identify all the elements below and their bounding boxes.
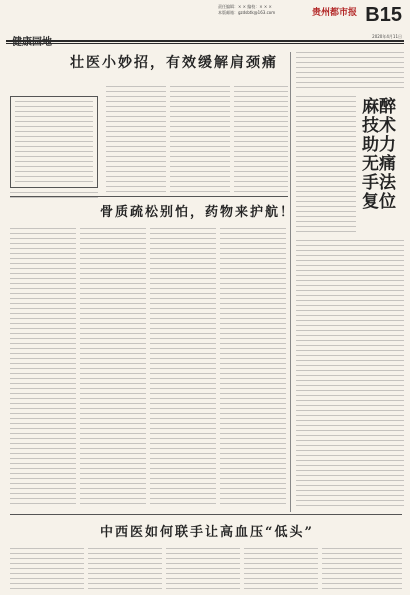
article-1-col-2 [106, 86, 166, 194]
publication-name: 贵州都市报 [312, 8, 358, 18]
issue-date: 2020年4月11日 [372, 34, 402, 39]
section-rule [10, 196, 288, 197]
editor-note-box [10, 96, 98, 188]
article-title-4: 麻醉技术助力无痛手法复位 [362, 97, 396, 212]
intro-block [296, 52, 404, 90]
section-rule-2 [10, 514, 402, 515]
right-col-text-1 [296, 96, 356, 236]
right-col-text-2 [296, 240, 404, 510]
article-3-col-3 [166, 548, 240, 590]
header-rule [6, 40, 404, 42]
article-3-col-1 [10, 548, 84, 590]
article-3-col-4 [244, 548, 318, 590]
article-title-1: 壮医小妙招，有效缓解肩颈痛 [70, 55, 278, 71]
page-number: B15 [365, 4, 402, 26]
article-3-col-2 [88, 548, 162, 590]
article-title-2: 骨质疏松别怕，药物来护航！ [100, 205, 296, 220]
article-2-col-3 [150, 228, 216, 508]
header-info [218, 4, 308, 16]
email-line: 本版邮箱：gzdsbtk@163.com [218, 10, 276, 15]
article-2-col-2 [80, 228, 146, 508]
article-3-col-5 [322, 548, 402, 590]
column-divider [290, 52, 291, 512]
article-2-col-1 [10, 228, 76, 508]
header-rule-thin [6, 43, 404, 44]
article-2-col-4 [220, 228, 286, 508]
article-1-col-1 [10, 192, 98, 198]
article-1-col-4 [234, 86, 288, 194]
article-1-col-3 [170, 86, 230, 194]
editor-line: 责任编辑：× × 编校：× × × [218, 4, 272, 9]
article-title-3: 中西医如何联手让高血压“低头” [100, 525, 314, 540]
